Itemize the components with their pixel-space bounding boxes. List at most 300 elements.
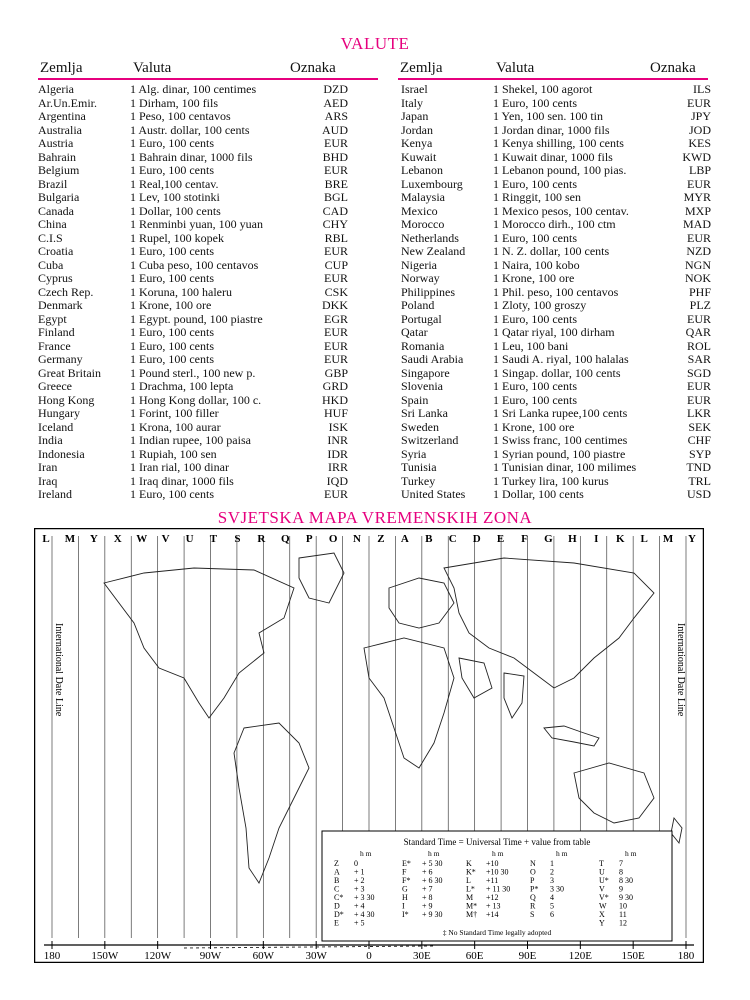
legend-offset: 4 — [550, 893, 554, 902]
table-row — [38, 191, 348, 205]
table-row — [401, 178, 711, 192]
code-cell: LBP — [688, 163, 711, 177]
currency-cell: 1 Turkey lira, 100 kurus — [493, 473, 609, 488]
table-row — [38, 137, 348, 151]
table-row — [401, 164, 711, 178]
legend-offset: + 5 30 — [422, 859, 443, 868]
legend-zone: L — [466, 876, 471, 885]
currency-cell: 1 Dollar, 100 cents — [130, 203, 221, 218]
code-cell: LKR — [687, 406, 711, 420]
legend-zone: A — [334, 867, 340, 877]
currency-cell: 1 Shekel, 100 agorot — [493, 82, 593, 96]
table-row — [38, 205, 348, 219]
code-cell: PHF — [688, 284, 711, 299]
legend-zone: G — [402, 884, 408, 894]
country-cell: Indonesia — [38, 446, 85, 461]
zone-letter: S — [234, 533, 241, 545]
legend-offset: 6 — [550, 910, 554, 919]
table-row — [38, 272, 348, 286]
code-cell: CHF — [687, 433, 711, 447]
currency-cell: 1 Saudi A. riyal, 100 halalas — [493, 352, 629, 366]
table-row — [38, 340, 348, 354]
legend-offset: +14 — [486, 910, 499, 919]
code-cell: AUD — [322, 122, 348, 137]
legend-zone: E* — [402, 859, 411, 868]
legend-zone: S — [530, 910, 535, 919]
legend-offset: 0 — [354, 859, 358, 868]
table-row — [401, 218, 711, 232]
legend-box — [322, 831, 672, 941]
code-cell: ILS — [693, 82, 711, 96]
country-cell: Ireland — [38, 487, 72, 501]
legend-zone: F — [402, 867, 407, 877]
legend-offset: 11 — [619, 910, 627, 919]
code-cell: EUR — [324, 325, 348, 339]
currency-cell: 1 Singap. dollar, 100 cents — [493, 365, 621, 380]
legend-offset: 9 — [619, 884, 623, 894]
legend-zone: I — [402, 901, 405, 911]
legend-offset: + 5 — [354, 918, 365, 928]
table-row — [401, 380, 711, 394]
legend-offset: + 4 — [354, 901, 365, 911]
country-cell: Spain — [401, 392, 429, 407]
country-cell: Great Britain — [38, 365, 101, 380]
country-cell: Portugal — [401, 311, 442, 326]
currency-cell: 1 Rupiah, 100 sen — [130, 446, 217, 461]
table-row — [38, 178, 348, 192]
table-row — [38, 421, 348, 435]
currency-cell: 1 Euro, 100 cents — [130, 136, 214, 150]
code-cell: EUR — [324, 271, 348, 285]
zone-letter: Q — [280, 533, 290, 545]
currency-cell: 1 Euro, 100 cents — [130, 487, 214, 501]
currency-cell: 1 Koruna, 100 haleru — [130, 284, 232, 299]
code-cell: EUR — [324, 487, 348, 501]
currency-cell: 1 Euro, 100 cents — [493, 176, 577, 191]
longitude-label: 30E — [412, 950, 431, 962]
code-cell: ISK — [328, 419, 348, 434]
legend-offset: +10 — [486, 859, 499, 868]
table-row — [401, 434, 711, 448]
table-row — [401, 313, 711, 327]
legend-offset: 1 — [550, 859, 554, 868]
country-cell: Canada — [38, 203, 74, 218]
zone-letter: D — [472, 533, 481, 545]
country-cell: New Zealand — [401, 244, 466, 258]
country-cell: Argentina — [38, 109, 86, 123]
code-cell: GBP — [324, 365, 348, 380]
legend-zone: D — [334, 901, 340, 911]
australia — [574, 763, 654, 823]
code-cell: EUR — [324, 163, 348, 177]
legend-footnote: ‡ No Standard Time legally adopted — [442, 928, 552, 937]
code-cell: EUR — [687, 392, 711, 407]
table-row — [38, 245, 348, 259]
country-cell: Sri Lanka — [401, 406, 448, 420]
table-row — [38, 232, 348, 246]
table-row — [38, 461, 348, 475]
country-cell: Mexico — [401, 203, 438, 218]
code-cell: CUP — [324, 257, 348, 272]
currency-cell: 1 Drachma, 100 lepta — [130, 379, 234, 393]
country-cell: Turkey — [401, 473, 436, 488]
currency-cell: 1 Kenya shilling, 100 cents — [493, 136, 624, 150]
code-cell: SYP — [688, 446, 711, 461]
code-cell: IQD — [326, 473, 348, 488]
zone-letter: E — [496, 533, 505, 545]
code-cell: DZD — [323, 82, 348, 96]
zone-letter: N — [353, 533, 362, 545]
africa — [364, 638, 454, 768]
zone-letter: B — [425, 533, 433, 545]
country-cell: Hong Kong — [38, 392, 95, 407]
legend-zone: Q — [530, 893, 536, 902]
country-cell: Morocco — [401, 217, 445, 231]
table-row — [401, 83, 711, 97]
code-cell: DKK — [322, 298, 348, 312]
currency-cell: 1 Euro, 100 cents — [493, 230, 577, 245]
code-cell: USD — [686, 487, 711, 501]
country-cell: Croatia — [38, 244, 74, 258]
currency-cell: 1 Renminbi yuan, 100 yuan — [130, 217, 263, 231]
code-cell: EGR — [324, 311, 348, 326]
legend-hm: h m — [625, 849, 637, 858]
legend-zone: Z — [334, 859, 339, 868]
longitude-label: 120E — [568, 950, 592, 962]
currency-cell: 1 Euro, 100 cents — [493, 95, 577, 110]
country-cell: Brazil — [38, 176, 68, 191]
currency-cell: 1 Euro, 100 cents — [130, 338, 214, 353]
currency-cell: 1 Zloty, 100 groszy — [493, 298, 587, 312]
header-country-right: Zemlja — [400, 60, 443, 76]
code-cell: TND — [686, 460, 711, 474]
currency-cell: 1 Phil. peso, 100 centavos — [493, 284, 619, 299]
legend-offset: 3 30 — [550, 884, 564, 894]
code-cell: BRE — [324, 176, 348, 191]
zone-letter: A — [400, 533, 409, 545]
zone-letter: H — [568, 533, 577, 545]
zone-letter: M — [662, 533, 674, 545]
greenland — [299, 553, 344, 603]
country-cell: C.I.S — [38, 230, 63, 245]
code-cell: SGD — [686, 365, 711, 380]
country-cell: Romania — [401, 338, 445, 353]
legend-zone: U — [599, 867, 605, 877]
legend-zone: O — [530, 867, 536, 877]
code-cell: KWD — [682, 149, 711, 164]
zone-letter: W — [136, 533, 148, 545]
currency-cell: 1 Iraq dinar, 1000 fils — [130, 473, 234, 488]
currency-cell: 1 Tunisian dinar, 100 milimes — [493, 460, 637, 474]
country-cell: Philippines — [401, 284, 456, 299]
currency-cell: 1 Euro, 100 cents — [130, 271, 214, 285]
currency-cell: 1 Krona, 100 aurar — [130, 419, 221, 434]
code-cell: KES — [688, 136, 711, 150]
table-row — [401, 286, 711, 300]
currency-cell: 1 Swiss franc, 100 centimes — [493, 433, 628, 447]
currency-cell: 1 Ringgit, 100 sen — [493, 190, 582, 204]
currency-cell: 1 Dollar, 100 cents — [493, 487, 584, 501]
legend-zone: C* — [334, 893, 344, 902]
table-row — [401, 137, 711, 151]
zone-letter: R — [257, 533, 266, 545]
table-row — [38, 353, 348, 367]
country-cell: Austria — [38, 136, 74, 150]
date-line-label-right: International Date Line — [675, 623, 686, 717]
code-cell: SEK — [688, 419, 711, 434]
country-cell: Sweden — [401, 419, 439, 434]
legend-offset: + 8 — [422, 893, 433, 902]
longitude-label: 150W — [91, 950, 119, 962]
currency-cell: 1 Hong Kong dollar, 100 c. — [130, 392, 262, 407]
code-cell: EUR — [687, 95, 711, 110]
legend-zone: H — [402, 893, 408, 902]
country-cell: Slovenia — [401, 379, 443, 393]
legend-zone: M† — [466, 910, 478, 919]
zone-letter: U — [185, 533, 194, 545]
legend-offset: + 1 — [354, 867, 365, 877]
currency-cell: 1 Iran rial, 100 dinar — [130, 460, 229, 474]
header-currency-right: Valuta — [496, 60, 535, 76]
currency-cell: 1 Morocco dirh., 100 ctm — [493, 217, 616, 231]
code-cell: JPY — [690, 109, 711, 123]
longitude-label: 90E — [518, 950, 537, 962]
legend-zone: V* — [599, 893, 609, 902]
zone-letter: P — [305, 533, 313, 545]
country-cell: Iran — [38, 460, 58, 474]
table-row — [401, 461, 711, 475]
legend-zone: P — [530, 876, 535, 885]
legend-offset: + 11 30 — [486, 884, 511, 894]
longitude-label: 60E — [465, 950, 484, 962]
table-row — [401, 272, 711, 286]
table-row — [38, 124, 348, 138]
currency-cell: 1 Rupel, 100 kopek — [130, 230, 224, 245]
page-title: VALUTE — [340, 34, 410, 53]
country-cell: Norway — [401, 271, 440, 285]
zone-letter: O — [328, 533, 338, 545]
legend-zone: L* — [466, 884, 475, 894]
table-row — [401, 353, 711, 367]
currency-cell: 1 Peso, 100 centavos — [130, 109, 231, 123]
code-cell: IRR — [327, 460, 348, 474]
country-cell: Algeria — [38, 82, 74, 96]
currency-cell: 1 Euro, 100 cents — [493, 392, 577, 407]
code-cell: TRL — [688, 473, 711, 488]
longitude-label: 180 — [43, 950, 61, 962]
code-cell: MAD — [682, 217, 711, 231]
code-cell: EUR — [687, 379, 711, 393]
header-code-right: Oznaka — [650, 60, 696, 76]
legend-offset: + 3 — [354, 884, 365, 894]
table-row — [401, 488, 711, 502]
time-zone-map — [34, 528, 704, 963]
legend-hm: h m — [556, 849, 568, 858]
country-cell: Luxembourg — [401, 176, 463, 191]
table-row — [38, 259, 348, 273]
table-row — [401, 259, 711, 273]
table-row — [38, 164, 348, 178]
country-cell: Israel — [401, 82, 428, 96]
longitude-axis — [44, 941, 695, 962]
legend-zone: C — [334, 884, 340, 894]
legend-offset: 3 — [550, 876, 554, 885]
currency-cell: 1 N. Z. dollar, 100 cents — [493, 244, 610, 258]
country-cell: Germany — [38, 352, 83, 366]
currency-cell: 1 Cuba peso, 100 centavos — [130, 257, 259, 272]
country-cell: Bahrain — [38, 149, 76, 164]
country-cell: Jordan — [401, 122, 433, 137]
country-cell: Singapore — [401, 365, 450, 380]
country-cell: Tunisia — [401, 460, 437, 474]
table-row — [38, 448, 348, 462]
table-row — [401, 245, 711, 259]
legend-zone: K — [466, 859, 472, 868]
code-cell: HKD — [322, 392, 348, 407]
currency-cell: 1 Bahrain dinar, 1000 fils — [130, 149, 253, 164]
country-cell: Switzerland — [401, 433, 459, 447]
longitude-label: 120W — [144, 950, 172, 962]
legend-zone: T — [599, 859, 604, 868]
country-cell: Iraq — [38, 473, 58, 488]
zone-letter: V — [161, 533, 170, 545]
zone-letter: X — [113, 533, 122, 545]
table-row — [401, 475, 711, 489]
code-cell: ROL — [687, 338, 711, 353]
country-cell: Malaysia — [401, 190, 445, 204]
table-row — [38, 97, 348, 111]
legend-offset: + 7 — [422, 884, 433, 894]
country-cell: Netherlands — [401, 230, 459, 245]
currency-cell: 1 Lev, 100 stotinki — [130, 190, 220, 204]
currency-cell: 1 Leu, 100 bani — [493, 338, 569, 353]
country-cell: Japan — [401, 109, 429, 123]
legend-offset: +12 — [486, 893, 499, 902]
table-row — [401, 299, 711, 313]
country-cell: Finland — [38, 325, 75, 339]
legend-title: Standard Time = Universal Time + value from table — [403, 837, 591, 847]
legend-zone: N — [530, 859, 536, 868]
legend-zone: U* — [599, 876, 609, 885]
table-row — [38, 299, 348, 313]
country-cell: Australia — [38, 122, 82, 137]
legend-zone: K* — [466, 867, 476, 877]
country-cell: India — [38, 433, 63, 447]
longitude-label: 30W — [305, 950, 327, 962]
table-row — [38, 313, 348, 327]
currency-cell: 1 Euro, 100 cents — [130, 244, 214, 258]
currency-cell: 1 Krone, 100 ore — [493, 419, 575, 434]
legend-zone: V — [599, 884, 605, 894]
currency-cell: 1 Jordan dinar, 1000 fils — [493, 122, 610, 137]
legend-offset: +11 — [486, 876, 499, 885]
currency-cell: 1 Kuwait dinar, 1000 fils — [493, 149, 613, 164]
table-row — [38, 367, 348, 381]
table-row — [401, 421, 711, 435]
currency-cell: 1 Naira, 100 kobo — [493, 257, 580, 272]
code-cell: PLZ — [689, 298, 711, 312]
zone-letter: T — [209, 533, 218, 545]
country-cell: Nigeria — [401, 257, 437, 272]
legend-zone: X — [599, 910, 605, 919]
zone-letter: L — [42, 533, 50, 545]
code-cell: BGL — [324, 190, 348, 204]
code-cell: HUF — [323, 406, 348, 420]
header-underline-left — [38, 78, 378, 80]
country-cell: France — [38, 338, 71, 353]
map-title: SVJETSKA MAPA VREMENSKIH ZONA — [217, 508, 533, 527]
country-cell: Syria — [401, 446, 427, 461]
zone-letter: Z — [377, 533, 385, 545]
currency-cell: 1 Egypt. pound, 100 piastre — [130, 311, 263, 326]
country-cell: Poland — [401, 298, 435, 312]
country-cell: United States — [401, 487, 466, 501]
country-cell: Saudi Arabia — [401, 352, 464, 366]
india — [504, 673, 524, 718]
currency-cell: 1 Euro, 100 cents — [130, 325, 214, 339]
code-cell: MXP — [684, 203, 711, 218]
legend-zone: R — [530, 901, 536, 911]
code-cell: GRD — [322, 379, 348, 393]
table-row — [401, 205, 711, 219]
zone-letter: F — [521, 533, 528, 545]
table-row — [401, 191, 711, 205]
zone-letter: L — [640, 533, 648, 545]
code-cell: CSK — [324, 284, 348, 299]
header-currency-left: Valuta — [133, 60, 172, 76]
table-row — [401, 407, 711, 421]
new-zealand — [671, 818, 682, 843]
zone-letter: I — [594, 533, 599, 545]
currency-cell: 1 Yen, 100 sen. 100 tin — [493, 109, 604, 123]
zone-letter: K — [615, 533, 625, 545]
currency-cell: 1 Euro, 100 cents — [493, 379, 577, 393]
legend-offset: +10 30 — [486, 867, 509, 877]
country-cell: Lebanon — [401, 163, 443, 177]
code-cell: EUR — [324, 136, 348, 150]
legend-offset: + 13 — [486, 901, 501, 911]
code-cell: NZD — [686, 244, 711, 258]
country-cell: Denmark — [38, 298, 83, 312]
table-row — [401, 151, 711, 165]
code-cell: BHD — [322, 149, 348, 164]
zone-letter: C — [448, 533, 457, 545]
legend-zone: F* — [402, 876, 411, 885]
country-cell: Belgium — [38, 163, 80, 177]
currency-table-left — [38, 83, 348, 502]
legend-offset: + 2 — [354, 876, 365, 885]
country-cell: Kuwait — [401, 149, 437, 164]
code-cell: EUR — [687, 311, 711, 326]
country-cell: Czech Rep. — [38, 284, 94, 299]
currency-cell: 1 Syrian pound, 100 piastre — [493, 446, 626, 461]
code-cell: MYR — [683, 190, 711, 204]
code-cell: NOK — [685, 271, 711, 285]
antarctica-hint — [184, 946, 434, 948]
legend-zone: D* — [334, 910, 344, 919]
table-row — [38, 110, 348, 124]
table-row — [401, 124, 711, 138]
code-cell: QAR — [685, 325, 711, 339]
currency-cell: 1 Euro, 100 cents — [130, 163, 214, 177]
legend-offset: + 9 — [422, 901, 433, 911]
asia — [444, 558, 654, 688]
zone-letter: Y — [89, 533, 98, 545]
currency-cell: 1 Sri Lanka rupee,100 cents — [493, 406, 628, 420]
longitude-label: 180 — [677, 950, 695, 962]
legend-offset: 8 — [619, 867, 623, 877]
code-cell: EUR — [324, 352, 348, 366]
